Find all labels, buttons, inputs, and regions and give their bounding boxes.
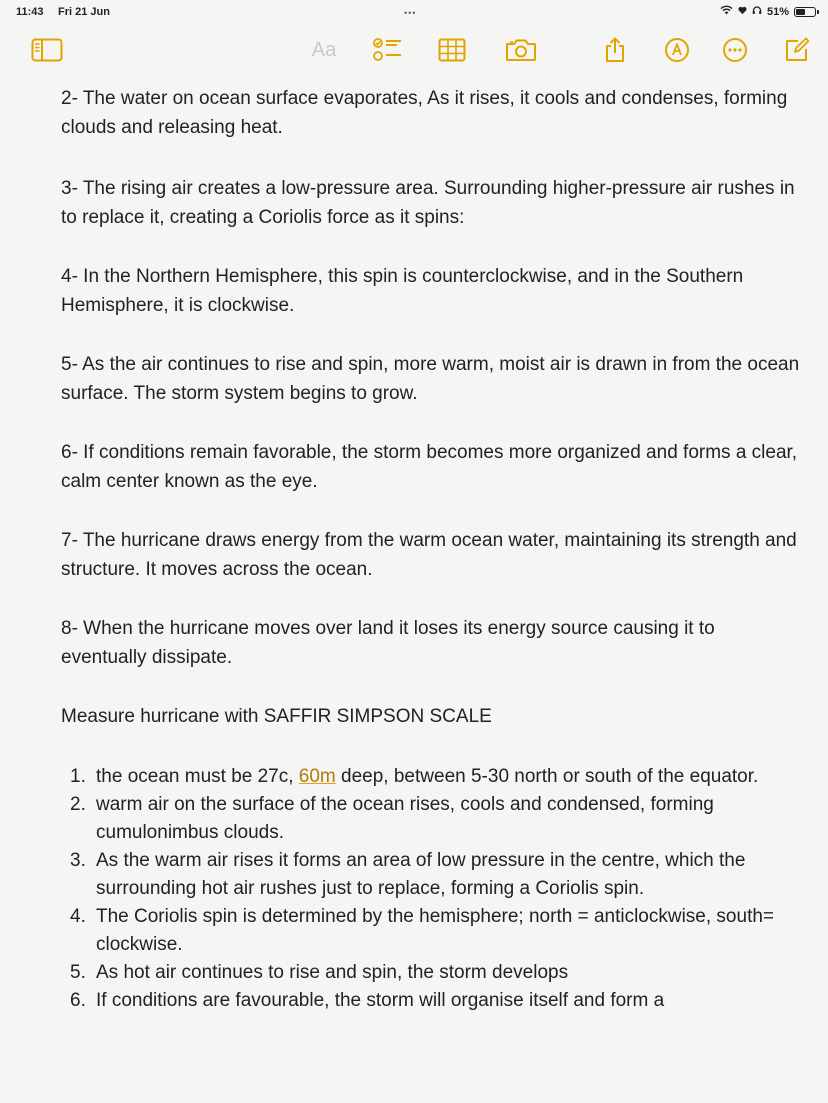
list-item xyxy=(70,791,801,847)
note-body[interactable] xyxy=(61,84,801,1015)
heart-icon xyxy=(738,6,747,18)
checklist-button[interactable] xyxy=(370,36,406,64)
list-number: 5. xyxy=(70,962,86,983)
note-paragraph: 7- The hurricane draws energy from the warm ocean water, maintaining its strength and structure. It moves across the ocean. xyxy=(61,530,797,580)
status-time: 11:43 xyxy=(16,6,44,18)
headphones-icon xyxy=(752,5,762,18)
more-options-button[interactable] xyxy=(718,36,752,64)
camera-button[interactable] xyxy=(502,36,540,64)
numbered-list xyxy=(61,763,801,1015)
list-text-before: the ocean must be 27c, xyxy=(96,766,299,787)
status-bar xyxy=(0,0,828,26)
list-text: As the warm air rises it forms an area of low pressure in the centre, which the surrounding hot air rushes just to replace, forming a Coriolis spin. xyxy=(96,850,746,899)
status-date: Fri 21 Jun xyxy=(58,6,110,18)
share-button[interactable] xyxy=(598,36,632,64)
list-item xyxy=(70,903,801,959)
list-number: 1. xyxy=(70,766,86,787)
wifi-icon xyxy=(720,5,733,18)
list-item xyxy=(70,959,801,987)
status-indicators xyxy=(720,5,816,18)
camera-icon xyxy=(505,38,537,62)
note-paragraph: 2- The water on ocean surface evaporates, As it rises, it cools and condenses, forming clouds and releasing heat. xyxy=(61,88,788,138)
list-item xyxy=(70,847,801,903)
battery-percent: 51% xyxy=(766,5,789,18)
note-paragraph: 4- In the Northern Hemisphere, this spin is counterclockwise, and in the Southern Hemisphere, it is clockwise. xyxy=(61,266,744,316)
notes-toolbar xyxy=(0,30,828,70)
list-text-after: deep, between 5-30 north or south of the equator. xyxy=(335,766,759,787)
new-note-button[interactable] xyxy=(780,36,814,64)
list-number: 6. xyxy=(70,990,86,1011)
more-icon xyxy=(722,37,748,63)
note-paragraph: 8- When the hurricane moves over land it loses its energy source causing it to eventually dissipate. xyxy=(61,618,715,668)
table-icon xyxy=(438,38,466,62)
list-number: 2. xyxy=(70,794,86,815)
list-text: If conditions are favourable, the storm will organise itself and form a xyxy=(96,990,665,1011)
list-item xyxy=(70,763,801,791)
sidebar-icon xyxy=(31,38,63,62)
list-item xyxy=(70,987,801,1015)
battery-icon xyxy=(794,7,816,17)
note-paragraph: 6- If conditions remain favorable, the storm becomes more organized and forms a clear, calm center known as the eye. xyxy=(61,442,798,492)
battery-fill xyxy=(796,9,805,15)
checklist-icon xyxy=(373,37,403,63)
detected-link[interactable]: 60m xyxy=(298,766,336,787)
note-paragraph: 3- The rising air creates a low-pressure area. Surrounding higher-pressure air rushes in to replace it, creating a Coriolis force as it spins: xyxy=(61,178,795,228)
markup-button[interactable] xyxy=(660,36,694,64)
list-text: warm air on the surface of the ocean rises, cools and condensed, forming cumulonimbus clouds. xyxy=(96,794,714,843)
format-button[interactable]: Aa xyxy=(311,38,337,61)
list-text: The Coriolis spin is determined by the hemisphere; north = anticlockwise, south= clockwise. xyxy=(96,906,775,955)
share-icon xyxy=(604,37,626,63)
compose-icon xyxy=(784,37,810,63)
markup-pen-icon xyxy=(664,37,690,63)
table-button[interactable] xyxy=(434,36,470,64)
sidebar-toggle-button[interactable] xyxy=(30,36,64,64)
list-text: As hot air continues to rise and spin, the storm develops xyxy=(96,962,569,983)
list-number: 4. xyxy=(70,906,86,927)
scale-heading: Measure hurricane with SAFFIR SIMPSON SCALE xyxy=(61,706,492,727)
note-paragraph: 5- As the air continues to rise and spin, more warm, moist air is drawn in from the ocean surface. The storm system begins to grow. xyxy=(61,354,800,404)
list-number: 3. xyxy=(70,850,86,871)
multitasking-dots[interactable]: ••• xyxy=(404,8,417,18)
